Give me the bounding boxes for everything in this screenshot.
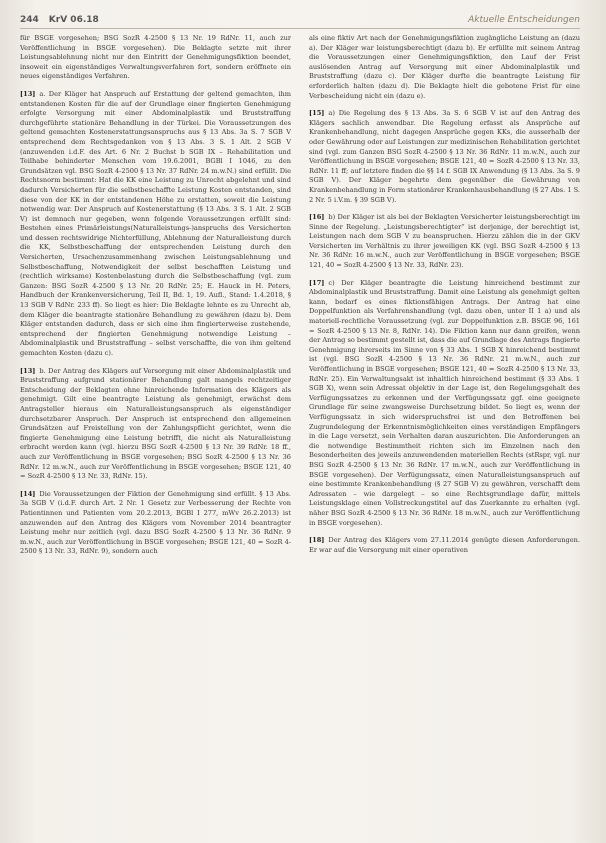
paragraph (20, 367, 291, 482)
paragraph-number: [16] (309, 213, 325, 222)
paragraph-text: für BSGE vorgesehen; BSG SozR 4-2500 § 13 Nr. 19 RdNr. 11, auch zur Veröffentlichung in BSGE vorgesehen). Die Beklagte setzte mit ihrer Leistungsablehnung nicht nur den Eintritt der Genehmigungsfiktion beendet, insoweit ein eigenständiges Verwaltungsverfahren fort, sondern eröffnete ein neues eigenständiges Verfahren. (20, 34, 291, 81)
page-number: 244 (20, 15, 39, 25)
paragraph-number: [14] (20, 489, 36, 498)
paragraph (309, 109, 580, 205)
paragraph-text: Der Antrag des Klägers vom 27.11.2014 genügte diesen Anforderungen. Er war auf die Versorgung mit einer operativen (309, 536, 580, 554)
paragraph-text: a. Der Kläger hat Anspruch auf Erstattung der geltend gemachten, ihm entstandenen Kosten für die auf der Grundlage einer fingierten Genehmigung erfolgte Versorgung mit einer Abdominalplastik und Bruststraffung durchgeführte stationäre Behandlung in der Türkei. Die Voraussetzungen des geltend gemachten Kostenerstattungsanspruchs aus § 13 Abs. 3a S. 7 SGB V entsprechend dem Rechtsgedanken von § 13 Abs. 3 S. 1 Alt. 2 SGB V (anzuwenden i.d.F. des Art. 6 Nr. 2 Buchst b SGB IX – Rehabilitation und Teilhabe behinderter Menschen vom 19.6.2001, BGBl I 1046, zu den Grundsätzen vgl. BSG SozR 4-2500 § 13 Nr. 37 RdNr. 24 m.w.N.) sind erfüllt. Die Rechtsnorm bestimmt: Hat die KK eine Leistung zu Unrecht abgelehnt und sind dadurch Versicherten für die selbstbeschaffte Leistung Kosten entstanden, sind diese von der KK in der entstandenen Höhe zu erstatten, soweit die Leistung notwendig war. Der Anspruch auf Kostenerstattung (§ 13 Abs. 3 S. 1 Alt. 2 SGB V) ist demnach nur gegeben, wenn folgende Voraussetzungen erfüllt sind: Bestehen eines Primärleistungs(Naturalleistungs-)anspruchs des Versicherten und dessen rechtswidrige Nichterfüllung, Ablehnung der Naturalleistung durch die KK, Selbstbeschaffung der entsprechenden Leistung durch den Versicherten, Ursachenzusammenhang zwischen Leistungsablehnung und Selbstbeschaffung, Notwendigkeit der selbst beschafften Leistung und (rechtlich wirksame) Kostenbelastung durch die Selbstbeschaffung (vgl. zum Ganzen: BSG SozR 4-2500 § 13 Nr. 20 RdNr. 25; E. Hauck in H. Peters, Handbuch der Krankenversicherung, Teil II, Bd. 1, 19. Aufl., Stand: 1.4.2018, § 13 SGB V RdNr. 233 ff). So liegt es hier: Die Beklagte lehnte es zu Unrecht ab, dem Kläger die beantragte stationäre Behandlung zu gewähren (dazu b). Dem Kläger entstanden dadurch, dass er sich eine ihm fingierterweise zustehende, entsprechend der fingierten Genehmigung notwendige Leistung – Abdominalplastik und Bruststraffung – selbst verschaffte, die von ihm geltend gemachten Kosten (dazu c). (20, 89, 291, 357)
paragraph-text: c) Der Kläger beantragte die Leistung hinreichend bestimmt zur Abdominalplastik und Bruststraffung. Damit eine Leistung als genehmigt gelten kann, bedarf es eines fiktionsfähigen Antrags. Der Antrag hat eine Doppelfunktion als Verfahrenshandlung (vgl. dazu oben, unter II 1 a) und als materiell-rechtliche Voraussetzung (vgl. zur Doppelfunktion z.B. BSGE 96, 161 = SozR 4-2500 § 13 Nr. 8, RdNr. 14). Die Fiktion kann nur dann greifen, wenn der Antrag so bestimmt gestellt ist, dass die auf Grundlage des Antrags fingierte Genehmigung ihrerseits im Sinne von § 33 Abs. 1 SGB X hinreichend bestimmt ist (vgl. BSG SozR 4-2500 § 13 Nr. 36 RdNr. 21 m.w.N., auch zur Veröffentlichung in BSGE vorgesehen; BSGE 121, 40 = SozR 4-2500 § 13 Nr. 33, RdNr. 25). Ein Verwaltungsakt ist inhaltlich hinreichend bestimmt (§ 33 Abs. 1 SGB X), wenn sein Adressat objektiv in der Lage ist, den Regelungsgehalt des Verfügungssatzes zu erkennen und der Verfügungssatz ggf. eine geeignete Grundlage für seine zwangsweise Durchsetzung bildet. So liegt es, wenn der Verfügungssatz in sich widerspruchsfrei ist und den Betroffenen bei Zugrundelegung der Erkenntnismöglichkeiten eines verständigen Empfängers in die Lage versetzt, sein Verhalten daran auszurichten. Die Anforderungen an die notwendige Bestimmtheit richten sich im Einzelnen nach den Besonderheiten des jeweils anzuwendenden materiellen Rechts (stRspr, vgl. nur BSG SozR 4-2500 § 13 Nr. 36 RdNr. 17 m.w.N., auch zur Veröffentlichung in BSGE vorgesehen). Der Verfügungssatz, einen Naturalleistungsanspruch auf eine bestimmte Krankenbehandlung (§ 27 SGB V) zu gewähren, verschafft dem Adressaten – wie dargelegt – so eine Rechtsgrundlage dafür, mittels Leistungsklage einen Vollstreckungstitel auf das Zuerkannte zu erhalten (vgl. näher BSG SozR 4-2500 § 13 Nr. 36 RdNr. 18 m.w.N., auch zur Veröffentlichung in BSGE vorgesehen). (309, 278, 580, 527)
journal-name: KrV 06.18 (48, 15, 99, 25)
paragraph (20, 34, 291, 82)
paragraph (309, 213, 580, 271)
paragraph-text: b) Der Kläger ist als bei der Beklagten Versicherter leistungsberechtigt im Sinne der Regelung. „Leistungsberechtigter“ ist derjenige, der berechtigt ist, Leistungen nach dem SGB V zu beanspruchen. Hierzu zählen die in der GKV Versicherten im Verhältnis zu ihrer jeweiligen KK (vgl. BSG SozR 4-2500 § 13 Nr. 36 RdNr. 16 m.w.N., auch zur Veröffentlichung in BSGE vorgesehen; BSGE 121, 40 = SozR 4-2500 § 13 Nr. 33, RdNr. 23). (309, 213, 580, 270)
right-column (309, 34, 580, 837)
paragraph (20, 90, 291, 359)
paragraph-number: [13] (20, 89, 36, 98)
paragraph (309, 34, 580, 101)
paragraph (309, 536, 580, 555)
paragraph-text: als eine fiktiv Art nach der Genehmigungsfiktion zugängliche Leistung an (dazu a). Der Kläger war leistungsberechtigt (dazu b). Er erfüllte mit seinem Antrag die Voraussetzungen einer Genehmigungsfiktion, den Lauf der Frist auslösenden Antrag auf Versorgung mit einer Abdominalplastik und Bruststraffung (dazu c). Der Kläger durfte die beantragte Leistung für erforderlich halten (dazu d). Die Beklagte hielt die gebotene Frist für eine Verbescheidung nicht ein (dazu e). (309, 34, 580, 100)
paragraph-number: [18] (309, 536, 325, 545)
paragraph-text: Die Voraussetzungen der Fiktion der Genehmigung sind erfüllt. § 13 Abs. 3a SGB V (i.d.F. durch Art. 2 Nr. 1 Gesetz zur Verbesserung der Rechte von Patientinnen und Patienten vom 20.2.2013, BGBl I 277, mWv 26.2.2013) ist anzuwenden auf den Antrag des Klägers vom November 2014 beantragter Leistung mehr nur zeitlich (vgl. dazu BSG SozR 4-2500 § 13 Nr. 36 RdNr. 9 m.w.N., auch zur Veröffentlichung in BSGE vorgesehen; BSGE 121, 40 = SozR 4-2500 § 13 Nr. 33, RdNr. 9), sondern auch (20, 489, 291, 556)
left-column (20, 34, 291, 837)
paragraph (20, 490, 291, 557)
paragraph-number: [15] (309, 109, 325, 118)
paragraph-text: a) Die Regelung des § 13 Abs. 3a S. 6 SGB V ist auf den Antrag des Klägers sachlich anwendbar. Die Regelung erfasst als Ansprüche auf Krankenbehandlung, nicht dagegen Ansprüche gegen KKs, die ausserhalb der oder Gewährung oder auf Leistungen zur medizinischen Rehabilitation gerichtet sind (vgl. zum Ganzen BSG SozR 4-2500 § 13 Nr. 36 RdNr. 11 m.w.N., auch zur Veröffentlichung in BSGE vorgesehen; BSGE 121, 40 = SozR 4-2500 § 13 Nr. 33, RdNr. 11 ff; auf letztere finden die §§ 14 f. SGB IX Anwendung (§ 13 Abs. 3a S. 9 SGB V). Der Kläger begehrte dem gegenüber die Gewährung von Krankenbehandlung in Form stationärer Krankenhausbehandlung (§ 27 Abs. 1 S. 2 Nr. 5 i.V.m. § 39 SGB V). (309, 109, 580, 204)
section-title: Aktuelle Entscheidungen (468, 15, 580, 25)
page-header (20, 12, 580, 29)
paragraph-number: [13] (20, 366, 36, 375)
paragraph-text: b. Der Antrag des Klägers auf Versorgung mit einer Abdominalplastik und Bruststraffung aufgrund stationärer Behandlung galt mangels rechtzeitiger Entscheidung der Beklagten ohne hinreichende Information des Klägers als genehmigt. Gilt eine beantragte Leistung als genehmigt, erwächst dem Antragsteller hieraus ein Naturalleistungsanspruch als eigenständiger durchsetzbarer Anspruch. Der Anspruch ist entsprechend den allgemeinen Grundsätzen auf Freistellung von der Zahlungspflicht gerichtet, wenn die fingierte Genehmigung eine Leistung betrifft, die nicht als Naturalleistung erbracht werden kann (vgl. hierzu BSG SozR 4-2500 § 13 Nr. 39 RdNr. 18 ff., auch zur Veröffentlichung in BSGE vorgesehen; BSG SozR 4-2500 § 13 Nr. 36 RdNr. 12 m.w.N., auch zur Veröffentlichung in BSGE vorgesehen; BSGE 121, 40 = SozR 4-2500 § 13 Nr. 33, RdNr. 15). (20, 366, 291, 481)
paragraph (309, 279, 580, 528)
text-columns (20, 34, 580, 837)
paragraph-number: [17] (309, 278, 325, 287)
